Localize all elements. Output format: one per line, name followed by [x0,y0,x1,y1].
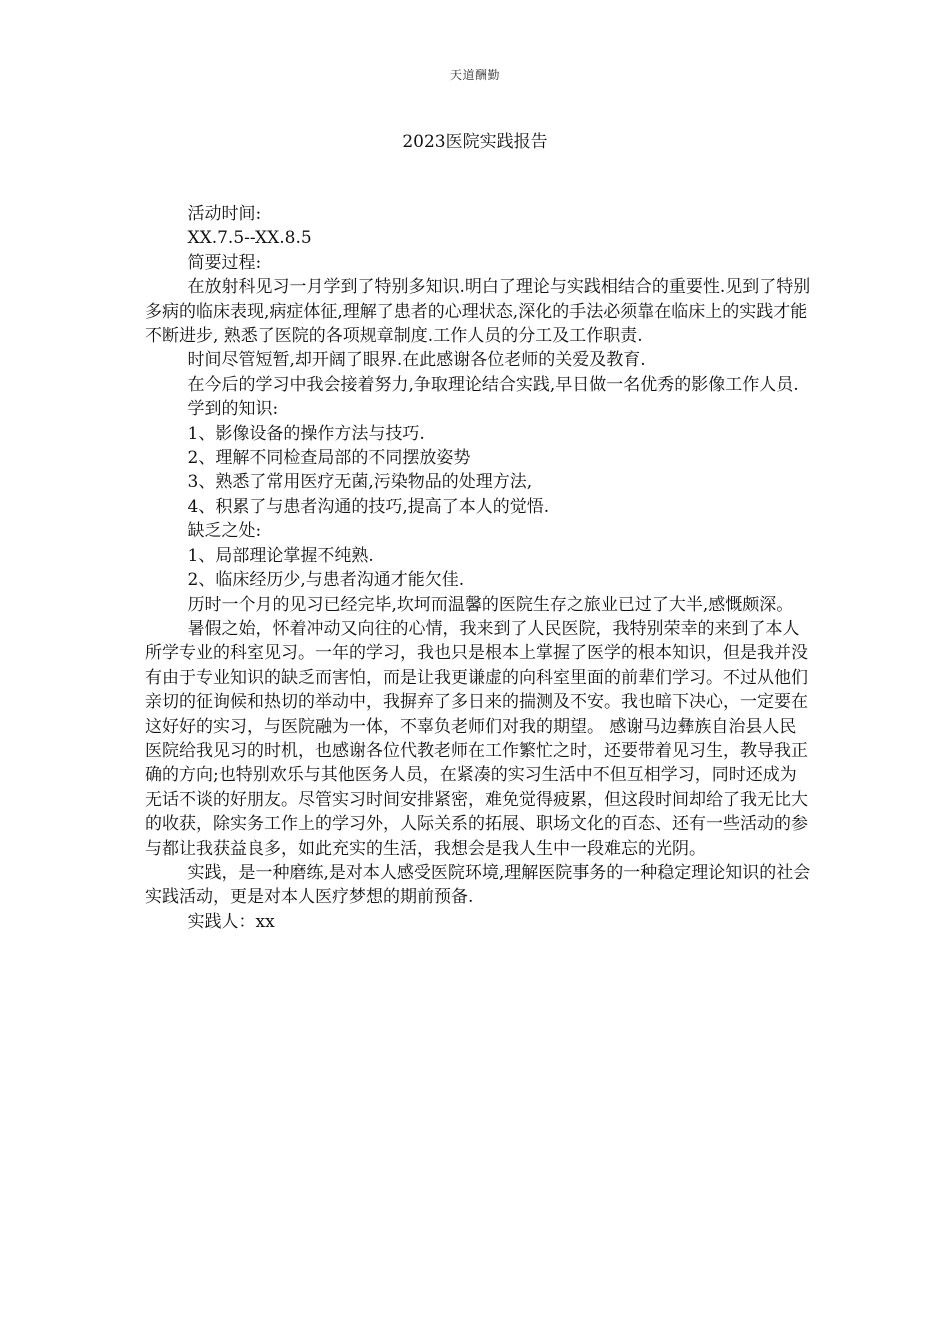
document-title: 2023医院实践报告 [402,132,548,152]
list-item: 4、积累了与患者沟通的技巧,提高了本人的觉悟. [187,496,550,517]
paragraph: 在放射科见习一月学到了特别多知识.明白了理论与实践相结合的重要性.见到了特别多病的临床表现,病症体征,理解了患者的心理状态,深化的手法必须靠在临床上的实践才能不断进步, 熟悉了医院的各项规章制度.工作人员的分工及工作职责. [145,277,811,347]
paragraph: 学到的知识: [187,399,279,420]
paragraph: 简要过程: [187,252,262,273]
paragraph: 缺乏之处: [187,521,262,542]
list-item: 3、熟悉了常用医疗无菌,污染物品的处理方法, [187,472,533,493]
paragraph: 时间尽管短暂,却开阔了眼界.在此感谢各位老师的关爱及教育. [187,350,646,371]
list-item: 2、临床经历少,与患者沟通才能欠佳. [187,570,465,591]
signature-line: 实践人：xx [187,911,275,932]
list-item: 2、理解不同检查局部的不同摆放姿势 [187,448,471,469]
paragraph: 在今后的学习中我会接着努力,争取理论结合实践,早日做一名优秀的影像工作人员. [187,374,799,395]
document-body [145,202,813,934]
page-header: 天道酬勤 [449,68,500,82]
list-item: 1、局部理论掌握不纯熟. [187,545,374,566]
paragraph: XX.7.5--XX.8.5 [187,228,312,249]
paragraph: 活动时间: [187,204,262,224]
paragraph: 暑假之始，怀着冲动又向往的心情，我来到了人民医院，我特别荣幸的来到了本人所学专业的科室见习。一年的学习，我也只是根本上掌握了医学的根本知识，但是我并没有由于专业知识的缺乏而害怕，而是让我更谦虚的向科室里面的前辈们学习。不过从他们亲切的征询候和热切的举动中，我摒弃了多日来的揣测及不安。我也暗下决心，一定要在这好好的实习，与医院融为一体，不辜负老师们对我的期望。 感谢马边彝族自治县人民医院给我见习的时机，也感谢各位代教老师在工作繁忙之时，还要带着见习生，教导我正确的方向;也特别欢乐与其他医务人员，在紧凑的实习生活中不但互相学习，同时还成为无话不谈的好朋友。尽管实习时间安排紧密，难免觉得疲累，但这段时间却给了我无比大的收获，除实务工作上的学习外，人际关系的拓展、职场文化的百态、还有一些活动的参与都让我获益良多，如此充实的生活，我想会是我人生中一段难忘的光阴。 [145,618,808,859]
paragraph: 实践，是一种磨练,是对本人感受医院环境,理解医院事务的一种稳定理论知识的社会实践活动，更是对本人医疗梦想的期前预备. [145,862,811,908]
paragraph: 历时一个月的见习已经完毕,坎坷而温馨的医院生存之旅业已过了大半,感慨颇深。 [187,594,794,615]
list-item: 1、影像设备的操作方法与技巧. [187,423,425,444]
